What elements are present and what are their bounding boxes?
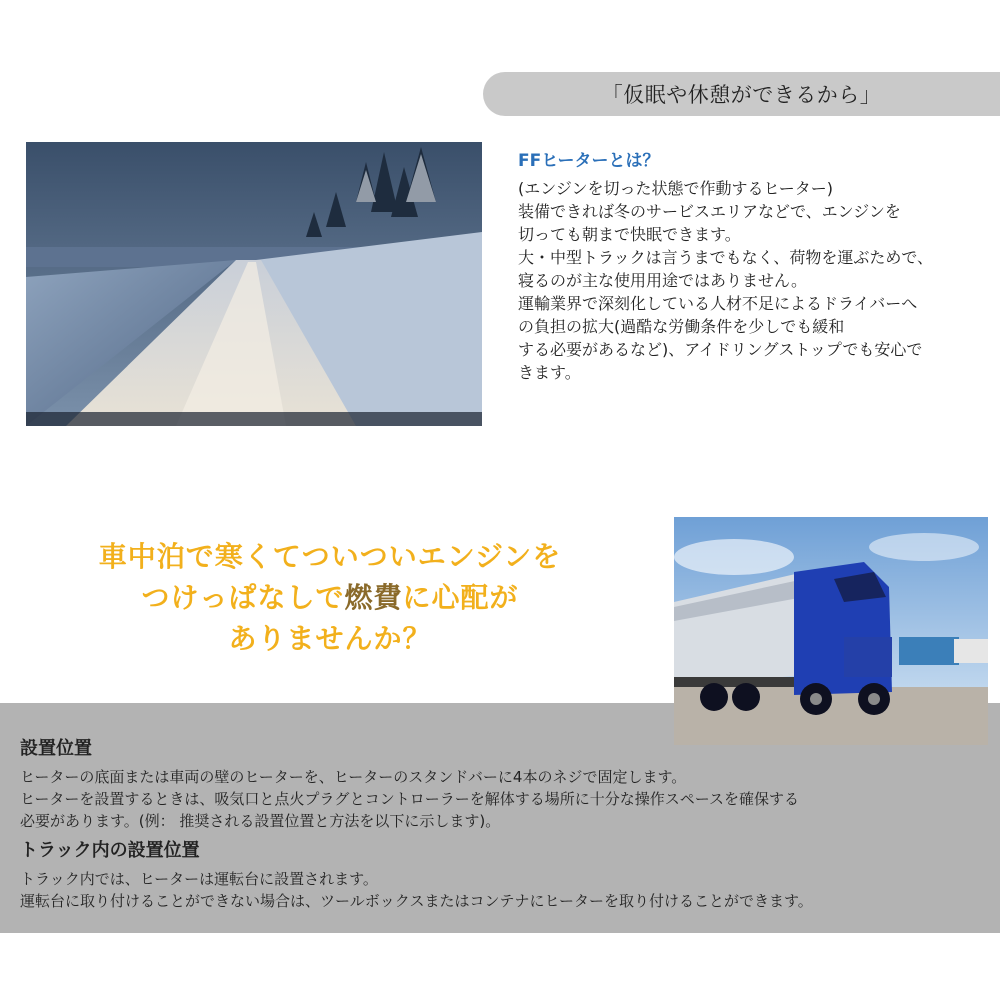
info-line: の負担の拡大(過酷な労働条件を少しでも緩和 <box>518 317 845 336</box>
info-line: 切っても朝まで快眠できます。 <box>518 225 741 244</box>
truck-install-heading: トラック内の設置位置 <box>20 840 200 861</box>
info-line: 運輸業界で深刻化している人材不足によるドライバーへ <box>518 294 918 313</box>
installation-section <box>20 734 990 912</box>
info-line: 装備できれば冬のサービスエリアなどで、エンジンを <box>518 202 901 221</box>
info-line: きます。 <box>518 363 581 382</box>
install-text: ヒーターを設置するときは、吸気口と点火プラグとコントローラーを解体する場所に十分な操作スペースを確保する <box>20 790 799 808</box>
headline-line-2c: に心配が <box>402 581 519 614</box>
ff-heater-info <box>518 146 988 384</box>
headline-fuel: 燃費 <box>344 581 403 614</box>
headline-line-3: ありませんか？ <box>228 622 432 655</box>
info-line: する必要があるなど)、アイドリングストップでも安心で <box>518 340 923 359</box>
truck-photo <box>674 517 988 745</box>
headline-line-1: 車中泊で寒くてついついエンジンを <box>98 540 562 573</box>
install-heading: 設置位置 <box>20 738 92 759</box>
headline-line-2 <box>40 577 620 618</box>
info-line: 寝るのが主な使用用途ではありません。 <box>518 271 807 290</box>
install-text: 必要があります。(例： 推奨される設置位置と方法を以下に示します)。 <box>20 812 501 830</box>
info-title: FFヒーターとは？ <box>518 151 660 171</box>
install-text: ヒーターの底面または車両の壁のヒーターを、ヒーターのスタンドバーに4本のネジで固定します。 <box>20 768 687 786</box>
headline-line-2a: つけっぱなしで <box>141 581 345 614</box>
top-banner <box>483 72 1000 116</box>
truck-install-text: 運転台に取り付けることができない場合は、ツールボックスまたはコンテナにヒーターを取り付けることができます。 <box>20 892 813 910</box>
snowy-road-photo <box>26 142 482 426</box>
headline <box>40 536 620 659</box>
info-line: 大・中型トラックは言うまでもなく、荷物を運ぶためで、 <box>518 248 934 267</box>
top-banner-text: 「仮眠や休憩ができるから」 <box>601 83 882 107</box>
truck-install-text: トラック内では、ヒーターは運転台に設置されます。 <box>20 870 378 888</box>
info-line: (エンジンを切った状態で作動するヒーター) <box>518 179 834 198</box>
